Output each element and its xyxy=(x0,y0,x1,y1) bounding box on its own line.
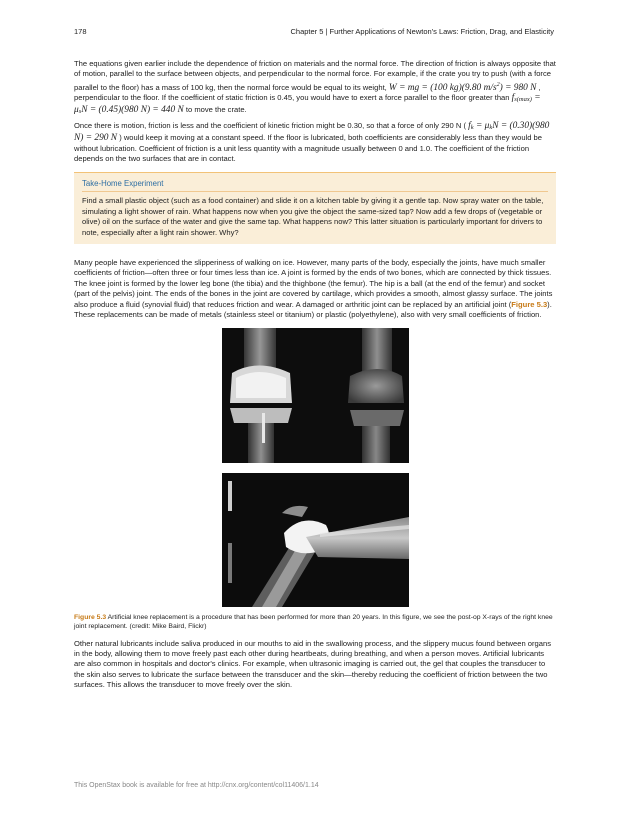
take-home-title: Take-Home Experiment xyxy=(82,179,548,192)
figure-5-3 xyxy=(222,328,409,607)
paragraph-friction-intro: The equations given earlier include the dependence of friction on materials and the normal force. The direction of friction is always opposite that of motion, parallel to the surface between objects, and perpendicular to the normal force. For example, if the crate you try to push (with a force parallel to the floor) has a mass of 100 kg, then the normal force would be equal to its weight, W = mg = (100 kg)(9.80 $m/s^2) = 980$ N , perpendicular to the floor. If the coefficient of static friction is 0.45, you would have to exert a force parallel to the floor greater than fs(max) = μsN = (0.45)(980 N) = 440 N to move the crate. xyxy=(74,59,556,116)
figure-caption: Figure 5.3 Artificial knee replacement is a procedure that has been performed for more than 20 years. In this figure, we see the post-op X-rays of the right knee joint replacement. (credit: Mike Baird, Flickr) xyxy=(74,613,553,630)
figure-link[interactable]: Figure 5.3 xyxy=(511,299,548,309)
take-home-text: Find a small plastic object (such as a food container) and slide it on a kitchen table by giving it a gentle tap. Now spray water on the table, simulating a light shower of rain. What happens now when you give the object the same-sized tap? Now add a few drops of (vegetable or olive) oil on the surface of the water and give the same tap. What happens now? This latter situation is particularly important for drivers to note, especially after a light rain shower. Why? xyxy=(82,196,544,237)
paragraph-joints: Many people have experienced the slipperiness of walking on ice. However, many parts of the body, especially the joints, have much smaller coefficients of friction—often three or four times less than ice. A joint is formed by the ends of two bones, which are connected by thick tissues. The knee joint is formed by the lower leg bone (the tibia) and the thighbone (the femur). The hip is a ball (at the end of the femur) and socket (part of the pelvis) joint. The ends of the bones in the joint are covered by cartilage, which provides a smooth, almost glassy surface. The joints also produce a fluid (synovial fluid) that reduces friction and wear. A damaged or arthritic joint can be replaced by an artificial joint (Figure 5.3). These replacements can be made of metals (stainless steel or titanium) or plastic (polyethylene), also with very small coefficients of friction. xyxy=(74,258,553,320)
paragraph-kinetic-friction: Once there is motion, friction is less and the coefficient of kinetic friction might be 0.30, so that a force of only 290 N ( fk = μkN = (0.30)(980 N) = 290 N ) would keep it moving at a constant speed. If the floor is lubricated, both coefficients are considerably less than they would be without lubrication. Coefficient of friction is a unit less quantity with a magnitude usually between 0 and 1.0. The coefficient of the friction depends on the two surfaces that are in contact. xyxy=(74,121,550,164)
paragraph-lubricants: Other natural lubricants include saliva produced in our mouths to aid in the swallowing process, and the slippery mucus found between organs in the body, allowing them to move freely past each other during heartbeats, during breathing, and when a person moves. Artificial lubricants are also common in hospitals and doctor's clinics. For example, when ultrasonic imaging is carried out, the gel that couples the transducer to the skin also serves to lubricate the surface between the transducer and the skin—thereby reducing the coefficient of friction between the two surfaces. This allows the transducer to move freely over the skin. xyxy=(74,638,551,690)
take-home-experiment-box xyxy=(74,172,556,244)
page-number: 178 xyxy=(74,27,87,36)
xray-side-view-image xyxy=(222,473,409,607)
equation-kinetic-friction: fk = μkN = (0.30)(980 N) = 290 N xyxy=(74,121,550,144)
chapter-title: Chapter 5 | Further Applications of Newton's Laws: Friction, Drag, and Elasticity xyxy=(290,27,554,36)
xray-front-view-image xyxy=(222,328,409,463)
equation-static-friction: fs(max) = μsN = (0.45)(980 N) = 440 N xyxy=(74,93,541,116)
main-content xyxy=(74,59,556,691)
figure-label: Figure 5.3 xyxy=(74,613,107,621)
equation-weight: W = mg = (100 kg)(9.80 $m/s^2) = 980$ N xyxy=(388,81,537,93)
footer-note: This OpenStax book is available for free at http://cnx.org/content/col11406/1.14 xyxy=(74,782,319,789)
